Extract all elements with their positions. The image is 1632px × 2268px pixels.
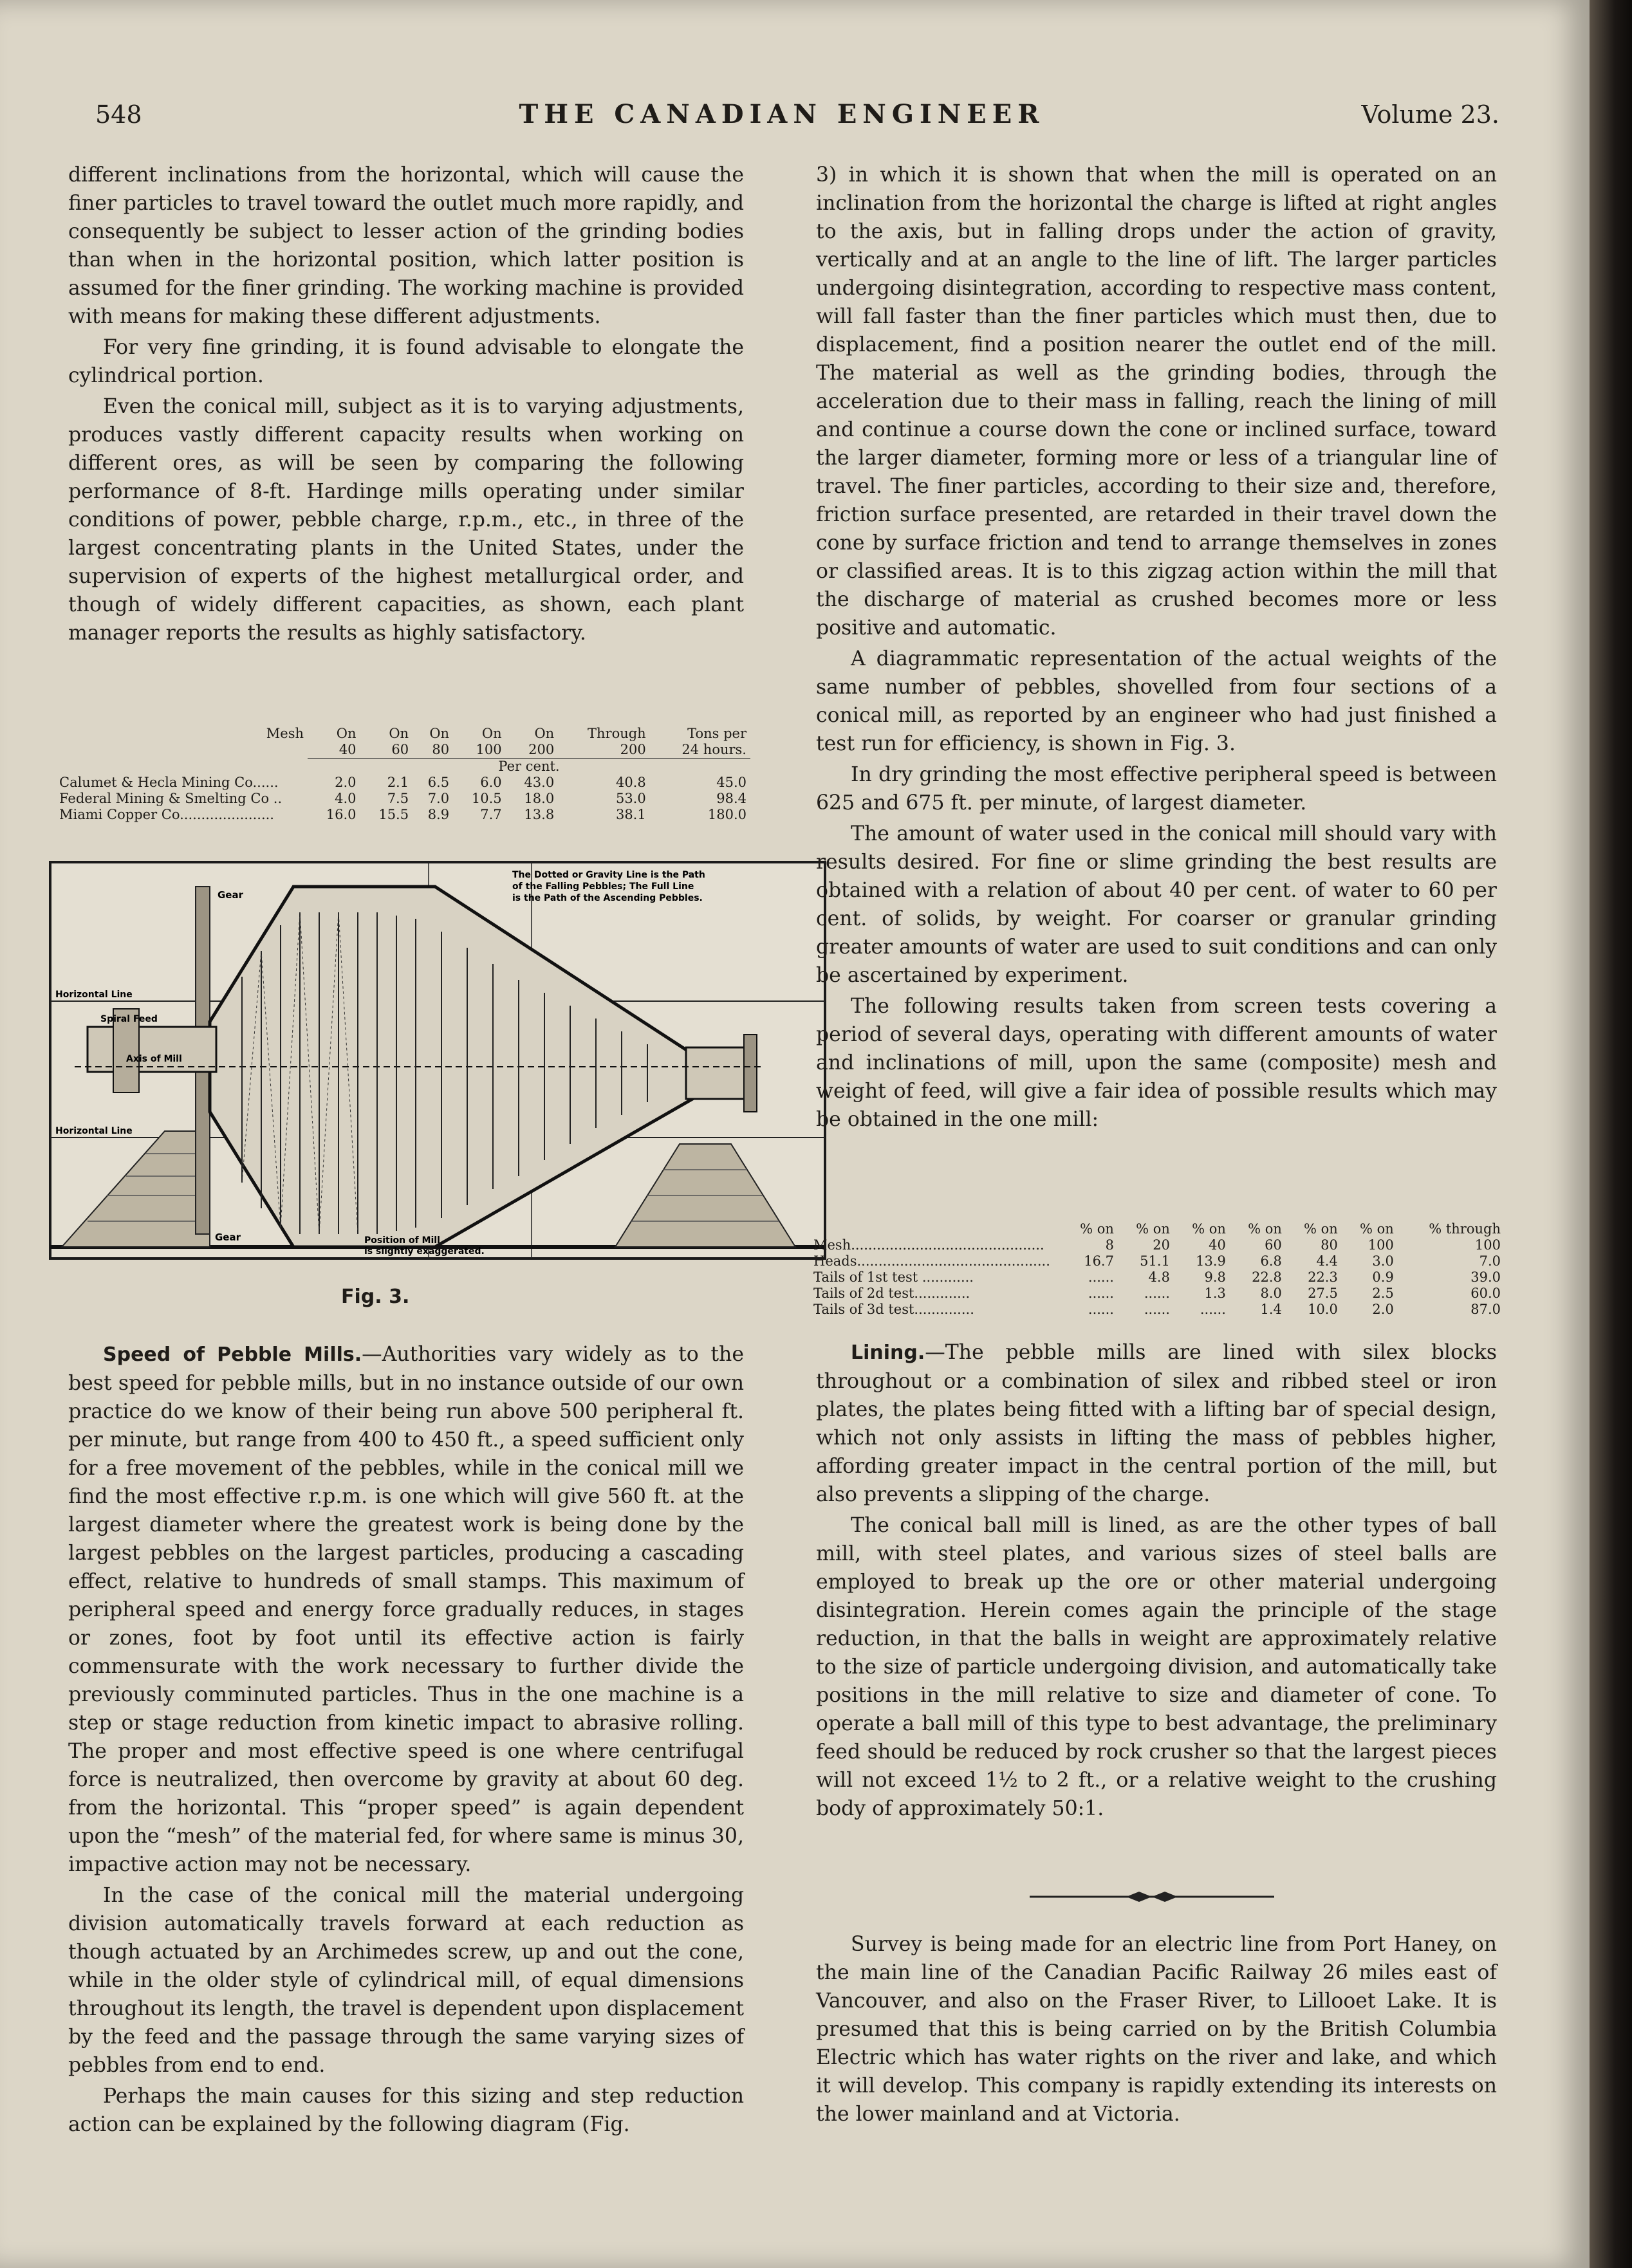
table-header: % on — [1304, 1221, 1338, 1237]
table-cell: ...... — [1088, 1302, 1114, 1317]
table-cell: 2.1 — [387, 775, 409, 790]
table-cell: ...... — [1144, 1302, 1170, 1317]
table-header: % through — [1429, 1221, 1501, 1237]
table-header: % on — [1192, 1221, 1226, 1237]
paragraph: The amount of water used in the conical mill should vary with results desired. For fine or slime grinding the best results are obtained with a relation of about 40 per cent. of water to 60 per cent. of solids, by weight. For coarser or granular grinding greater amounts of water are used to suit conditions and can only be ascertained by experiment. — [816, 822, 1497, 987]
paragraph: For very fine grinding, it is found advisable to elongate the cylindrical portion. — [68, 336, 744, 387]
row-name: Heads............................................. — [813, 1253, 1050, 1269]
table-row — [55, 775, 750, 791]
table-header: 8 — [1105, 1237, 1114, 1253]
table-cell: ...... — [1144, 1286, 1170, 1301]
table-header: Through — [588, 726, 646, 741]
table-cell: 8.0 — [1260, 1286, 1282, 1301]
row-name: Tails of 3d test.............. — [813, 1302, 974, 1317]
table-header: On — [389, 726, 409, 741]
section-heading-speed: Speed of Pebble Mills. — [103, 1343, 362, 1366]
table-header: On — [336, 726, 357, 741]
table-header: 80 — [1321, 1237, 1338, 1253]
table-cell: 15.5 — [378, 807, 409, 822]
table-cell: 7.7 — [480, 807, 502, 822]
table-header: On — [429, 726, 450, 741]
row-name: Calumet & Hecla Mining Co...... — [59, 775, 279, 790]
table-cell: 9.8 — [1204, 1269, 1226, 1285]
table-row — [810, 1286, 1505, 1302]
table-cell: 3.0 — [1372, 1253, 1394, 1269]
right-column-top — [816, 161, 1497, 1136]
percent-label: Per cent. — [308, 759, 750, 775]
mesh-label: Mesh — [266, 726, 304, 741]
table-cell: 2.5 — [1372, 1286, 1394, 1301]
table-header: 80 — [432, 742, 450, 757]
table-header: 200 — [528, 742, 555, 757]
table-cell: 39.0 — [1470, 1269, 1501, 1285]
journal-title: THE CANADIAN ENGINEER — [519, 99, 1045, 129]
table-row — [55, 807, 750, 823]
row-name: Tails of 1st test ............ — [813, 1269, 974, 1285]
row-name: Tails of 2d test............. — [813, 1286, 970, 1301]
table-row — [810, 1237, 1505, 1253]
screen-test-table — [810, 1221, 1505, 1318]
table-cell: 10.0 — [1308, 1302, 1338, 1317]
table-cell: 1.4 — [1260, 1302, 1282, 1317]
table-header: 100 — [1368, 1237, 1394, 1253]
mill-performance-table — [55, 726, 750, 823]
table-header: On — [534, 726, 555, 741]
table-header: 60 — [391, 742, 409, 757]
table-header: % on — [1248, 1221, 1282, 1237]
axis-label: Axis of Mill — [126, 1054, 182, 1064]
table-cell: ...... — [1088, 1269, 1114, 1285]
table-cell: 180.0 — [707, 807, 746, 822]
paragraph: The following results taken from screen tests covering a period of several days, operating with different amounts of water and inclinations of mill, upon the same (composite) mesh and weight of feed, will give a fair idea of possible results which may be obtained in the one mill: — [816, 995, 1497, 1131]
paragraph: A diagrammatic representation of the actual weights of the same number of pebbles, shovelled from four sections of a conical mill, as reported by an engineer who had just finished a test run for efficiency, is shown in Fig. 3. — [816, 647, 1497, 755]
left-column-top — [68, 161, 744, 650]
table-cell: 98.4 — [716, 791, 746, 806]
table-header: 40 — [1209, 1237, 1226, 1253]
table-cell: 45.0 — [716, 775, 746, 790]
paragraph: Survey is being made for an electric line from Port Haney, on the main line of the Canadian Pacific Railway 26 miles east of Vancouver, and also on the Fraser River, to Lillooet Lake. It is presumed that this is being carried on by the British Columbia Electric which has water rights on the river and lake, and which it will develop. This company is rapidly extending its interests on the lower mainland and at Victoria. — [816, 1933, 1497, 2126]
paragraph: —Authorities vary widely as to the best speed for pebble mills, but in no instance outside of our own practice do we know of their being run above 500 peripheral ft. per minute, but range from 400 to 450 ft., a speed sufficient only for a free movement of the pebbles, while in the conical mill we find the most effective r.p.m. is one which will give 560 ft. at the largest diameter where the greatest work is being done by the largest pebbles on the largest particles, producing a cascading effect, relative to hundreds of small stamps. This maximum of peripheral speed and energy force gradually reduces, in stages or zones, foot by foot until its effective action is fairly commensurate with the work necessary to further divide the previously comminuted particles. Thus in the one machine is a step or stage reduction from kinetic impact to abrasive rolling. The proper and most effective speed is one where centrifugal force is neutralized, then overcome by gravity at about 60 deg. from the horizontal. This “proper speed” is again dependent upon the “mesh” of the material fed, for where same is minus 30, impactive action may not be necessary. — [68, 1343, 744, 1876]
paragraph: In dry grinding the most effective peripheral speed is between 625 and 675 ft. per minute, of largest diameter. — [816, 763, 1497, 815]
table-cell: 38.1 — [615, 807, 646, 822]
table-header: 60 — [1265, 1237, 1282, 1253]
table-cell: 22.3 — [1308, 1269, 1338, 1285]
figure-caption: Fig. 3. — [341, 1286, 410, 1308]
table-cell: 6.0 — [480, 775, 502, 790]
running-header — [64, 97, 1499, 135]
table-header: 40 — [338, 742, 357, 757]
horizontal-line-label-bottom: Horizontal Line — [55, 1126, 133, 1136]
paragraph: In the case of the conical mill the material undergoing division automatically travels forward at each reduction as though actuated by an Archimedes screw, up and out the cone, while in the older style of cylindrical mill, of equal dimensions throughout its length, the travel is dependent upon displacement by the feed and the passage through the same varying sizes of pebbles from end to end. — [68, 1884, 744, 2077]
paragraph: different inclinations from the horizontal, which will cause the finer particles to travel toward the outlet much more rapidly, and consequently be subject to lesser action of the grinding bodies than when in the horizontal position, which latter position is assumed for the finer grinding. The working machine is provided with means for making these different adjustments. — [68, 163, 744, 328]
table-cell: 13.9 — [1196, 1253, 1226, 1269]
table-cell: 7.5 — [387, 791, 409, 806]
paragraph: The conical ball mill is lined, as are the other types of ball mill, with steel plates, and various sizes of steel balls are employed to break up the ore or other material undergoing disintegration. Herein comes again the principle of the stage reduction, in that the balls in weight are approximately relative to the size of particle undergoing division, and automatically take positions in the mill relative to size and diameter of cone. To operate a ball mill of this type to best advantage, the preliminary feed should be reduced by rock crusher so that the largest pieces will not exceed 1½ to 2 ft., or a relative weight to the crushing body of approximately 50:1. — [816, 1514, 1497, 1820]
right-column-news — [816, 1930, 1497, 2131]
table-cell: 8.9 — [427, 807, 450, 822]
gear-label-top: Gear — [218, 889, 244, 901]
position-note-1: Position of Mill — [364, 1235, 440, 1246]
table-row — [810, 1253, 1505, 1269]
table-cell: 27.5 — [1308, 1286, 1338, 1301]
table-header: 100 — [1474, 1237, 1501, 1253]
table-header: Tons per — [687, 726, 746, 741]
row-name: Federal Mining & Smelting Co .. — [59, 791, 283, 806]
table-row — [55, 791, 750, 807]
table-cell: 16.7 — [1084, 1253, 1114, 1269]
table-cell: 18.0 — [524, 791, 555, 806]
table-row — [810, 1269, 1505, 1286]
table-header: % on — [1360, 1221, 1394, 1237]
table-header: 100 — [476, 742, 502, 757]
book-spine — [1590, 0, 1632, 2268]
left-column-bottom — [68, 1340, 744, 2141]
table-row — [810, 1302, 1505, 1318]
table-header: 24 hours. — [682, 742, 746, 757]
table-cell: 13.8 — [524, 807, 555, 822]
diagram-note-2: of the Falling Pebbles; The Full Line — [512, 881, 694, 892]
table-cell: 60.0 — [1470, 1286, 1501, 1301]
gear-label-bottom: Gear — [215, 1231, 241, 1243]
table-cell: 0.9 — [1372, 1269, 1394, 1285]
paragraph: Even the conical mill, subject as it is to varying adjustments, produces vastly different capacity results when working on different ores, as will be seen by comparing the following performance of 8-ft. Hardinge mills operating under similar conditions of power, pebble charge, r.p.m., etc., in three of the largest concentrating plants in the United States, under the supervision of experts of the highest metallurgical order, and though of widely different capacities, as shown, each plant manager reports the results as highly satisfactory. — [68, 395, 744, 645]
page-number: 548 — [95, 100, 142, 129]
volume-label: Volume 23. — [1361, 100, 1499, 129]
table-cell: 22.8 — [1252, 1269, 1282, 1285]
table-cell: 4.8 — [1148, 1269, 1170, 1285]
diagram-note-3: is the Path of the Ascending Pebbles. — [512, 893, 703, 903]
table-cell: 87.0 — [1470, 1302, 1501, 1317]
table-cell: 6.8 — [1260, 1253, 1282, 1269]
paragraph: 3) in which it is shown that when the mill is operated on an inclination from the horizontal the charge is lifted at right angles to the axis, but in falling drops under the action of gravity, vertically and at an angle to the line of lift. The larger particles undergoing disintegration, according to respective mass content, will fall faster than the finer particles which must then, due to displacement, find a position nearer the outlet end of the mill. The material as well as the grinding bodies, through the acceleration due to their mass in falling, reach the lining of mill and continue a course down the cone or inclined surface, toward the larger diameter, forming more or less of a triangular line of travel. The finer particles, according to their size and, therefore, friction surface presented, are retarded in their travel down the cone by surface friction and tend to arrange themselves in zones or classified areas. It is to this zigzag action within the mill that the discharge of material as crushed becomes more or less positive and automatic. — [816, 163, 1497, 640]
section-divider-ornament — [1030, 1887, 1274, 1909]
table-cell: 7.0 — [427, 791, 450, 806]
mill-diagram-svg — [49, 861, 826, 1260]
table-cell: 2.0 — [335, 775, 357, 790]
table-header: % on — [1136, 1221, 1170, 1237]
table-header: 200 — [620, 742, 646, 757]
table-cell: 7.0 — [1479, 1253, 1501, 1269]
table-cell: 51.1 — [1140, 1253, 1170, 1269]
paragraph: Perhaps the main causes for this sizing and step reduction action can be explained by the following diagram (Fig. — [68, 2085, 744, 2136]
table-header: On — [481, 726, 502, 741]
ornament-svg — [1030, 1887, 1274, 1906]
row-name: Mesh............................................. — [813, 1237, 1044, 1253]
table-cell: 4.0 — [335, 791, 357, 806]
section-heading-lining: Lining. — [851, 1341, 925, 1364]
table-cell: 1.3 — [1204, 1286, 1226, 1301]
table-cell: 16.0 — [326, 807, 357, 822]
table-cell: 10.5 — [471, 791, 502, 806]
table-header: 20 — [1153, 1237, 1170, 1253]
right-column-bottom — [816, 1338, 1497, 1825]
table-cell: 4.4 — [1316, 1253, 1338, 1269]
row-name: Miami Copper Co...................... — [59, 807, 274, 822]
table-cell: 53.0 — [615, 791, 646, 806]
table-cell: 40.8 — [615, 775, 646, 790]
spiral-feed-label: Spiral Feed — [100, 1014, 158, 1024]
diagram-note-1: The Dotted or Gravity Line is the Path — [512, 870, 705, 880]
conical-mill-diagram — [49, 861, 826, 1260]
table-cell: ...... — [1088, 1286, 1114, 1301]
table-cell: ...... — [1200, 1302, 1226, 1317]
table-header: % on — [1080, 1221, 1114, 1237]
table-cell: 43.0 — [524, 775, 555, 790]
horizontal-line-label-top: Horizontal Line — [55, 990, 133, 1000]
table-cell: 2.0 — [1372, 1302, 1394, 1317]
table-cell: 6.5 — [427, 775, 450, 790]
position-note-2: is slightly exaggerated. — [364, 1246, 485, 1257]
paragraph: —The pebble mills are lined with silex blocks throughout or a combination of silex and ribbed steel or iron plates, the plates being fitted with a lifting bar of special design, which not only assists in lifting the mass of pebbles higher, affording greater impact in the central portion of the mill, but also prevents a slipping of the charge. — [816, 1341, 1497, 1506]
